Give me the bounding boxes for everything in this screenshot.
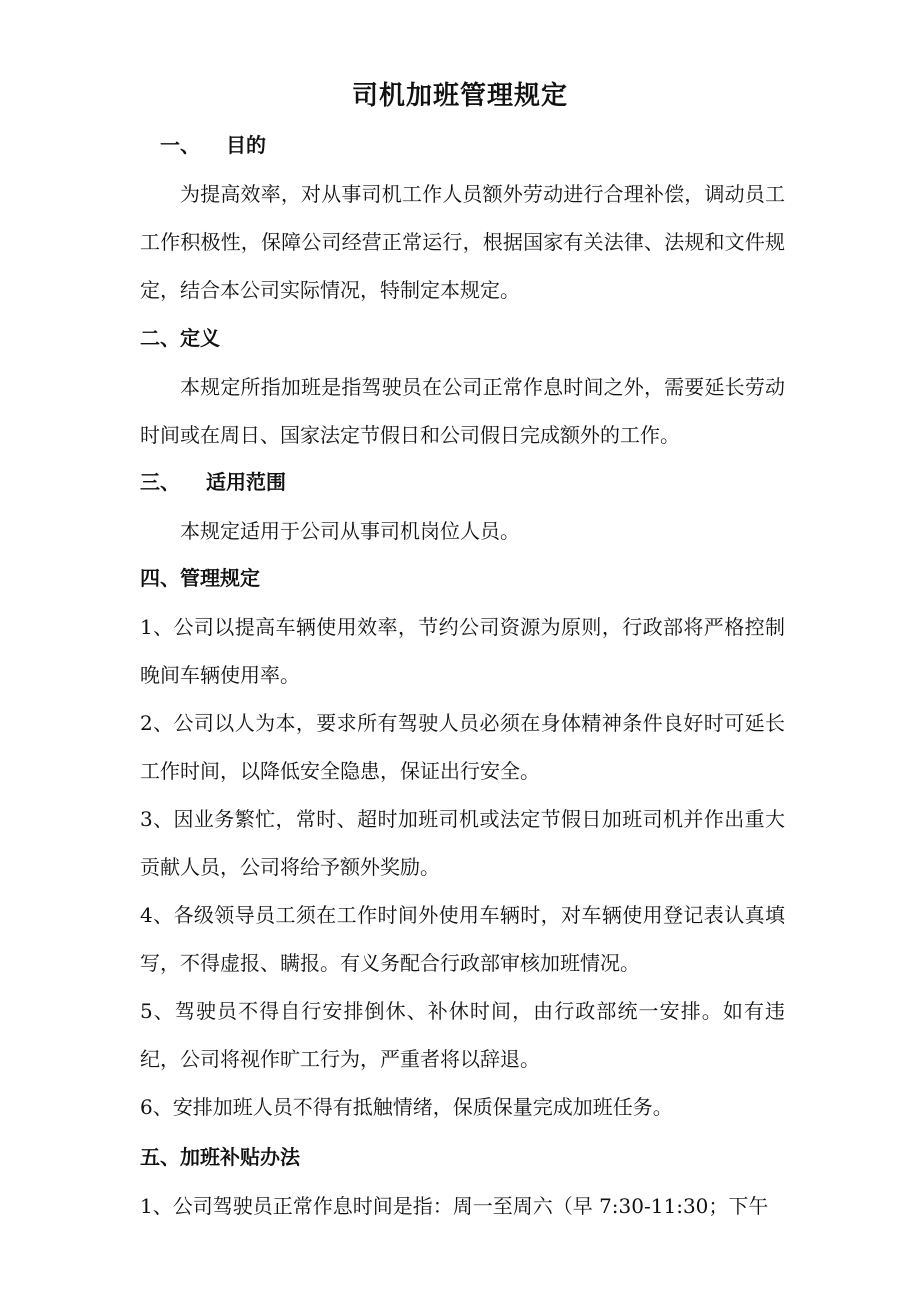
- rule-item-6: 6、安排加班人员不得有抵触情绪，保质保量完成加班任务。: [140, 1095, 673, 1119]
- section-number: 五、: [140, 1145, 180, 1169]
- section-title: 管理规定: [180, 566, 260, 590]
- rule-item-1: 1、公司以提高车辆使用效率，节约公司资源为原则，行政部将严格控制晚间车辆使用率。: [140, 615, 785, 687]
- section-title: 目的: [226, 133, 266, 157]
- rule-item-4: 4、各级领导员工须在工作时间外使用车辆时，对车辆使用登记表认真填写，不得虚报、瞒报。有义务配合行政部审核加班情况。: [140, 903, 785, 975]
- section-number: 一、: [160, 133, 200, 157]
- section-title: 加班补贴办法: [180, 1145, 300, 1169]
- section-title: 适用范围: [206, 470, 286, 494]
- section-heading-4: [140, 563, 260, 593]
- section-heading-1: [160, 130, 266, 160]
- section-number: 三、: [140, 470, 180, 494]
- section-3-paragraph-1: 本规定适用于公司从事司机岗位人员。: [180, 519, 520, 543]
- section-heading-2: [140, 323, 220, 353]
- rule-item-3: 3、因业务繁忙，常时、超时加班司机或法定节假日加班司机并作出重大贡献人员，公司将给予额外奖励。: [140, 807, 785, 879]
- section-number: 二、: [140, 326, 180, 350]
- section-1-paragraph-1: 为提高效率，对从事司机工作人员额外劳动进行合理补偿，调动员工工作积极性，保障公司经营正常运行，根据国家有关法律、法规和文件规定，结合本公司实际情况，特制定本规定。: [140, 182, 785, 302]
- section-2-paragraph-1: 本规定所指加班是指驾驶员在公司正常作息时间之外，需要延长劳动时间或在周日、国家法定节假日和公司假日完成额外的工作。: [140, 375, 785, 447]
- section-number: 四、: [140, 566, 180, 590]
- rule-item-5: 5、驾驶员不得自行安排倒休、补休时间，由行政部统一安排。如有违纪，公司将视作旷工行为，严重者将以辞退。: [140, 999, 785, 1071]
- section-heading-3: [140, 467, 286, 497]
- document-title: 司机加班管理规定: [351, 81, 568, 111]
- rule-item-2: 2、公司以人为本，要求所有驾驶人员必须在身体精神条件良好时可延长工作时间，以降低安全隐患，保证出行安全。: [140, 711, 785, 783]
- section-heading-5: [140, 1142, 300, 1172]
- subsidy-item-1: 1、公司驾驶员正常作息时间是指：周一至周六（早 7:30-11:30；下午: [140, 1194, 769, 1218]
- section-title: 定义: [180, 326, 220, 350]
